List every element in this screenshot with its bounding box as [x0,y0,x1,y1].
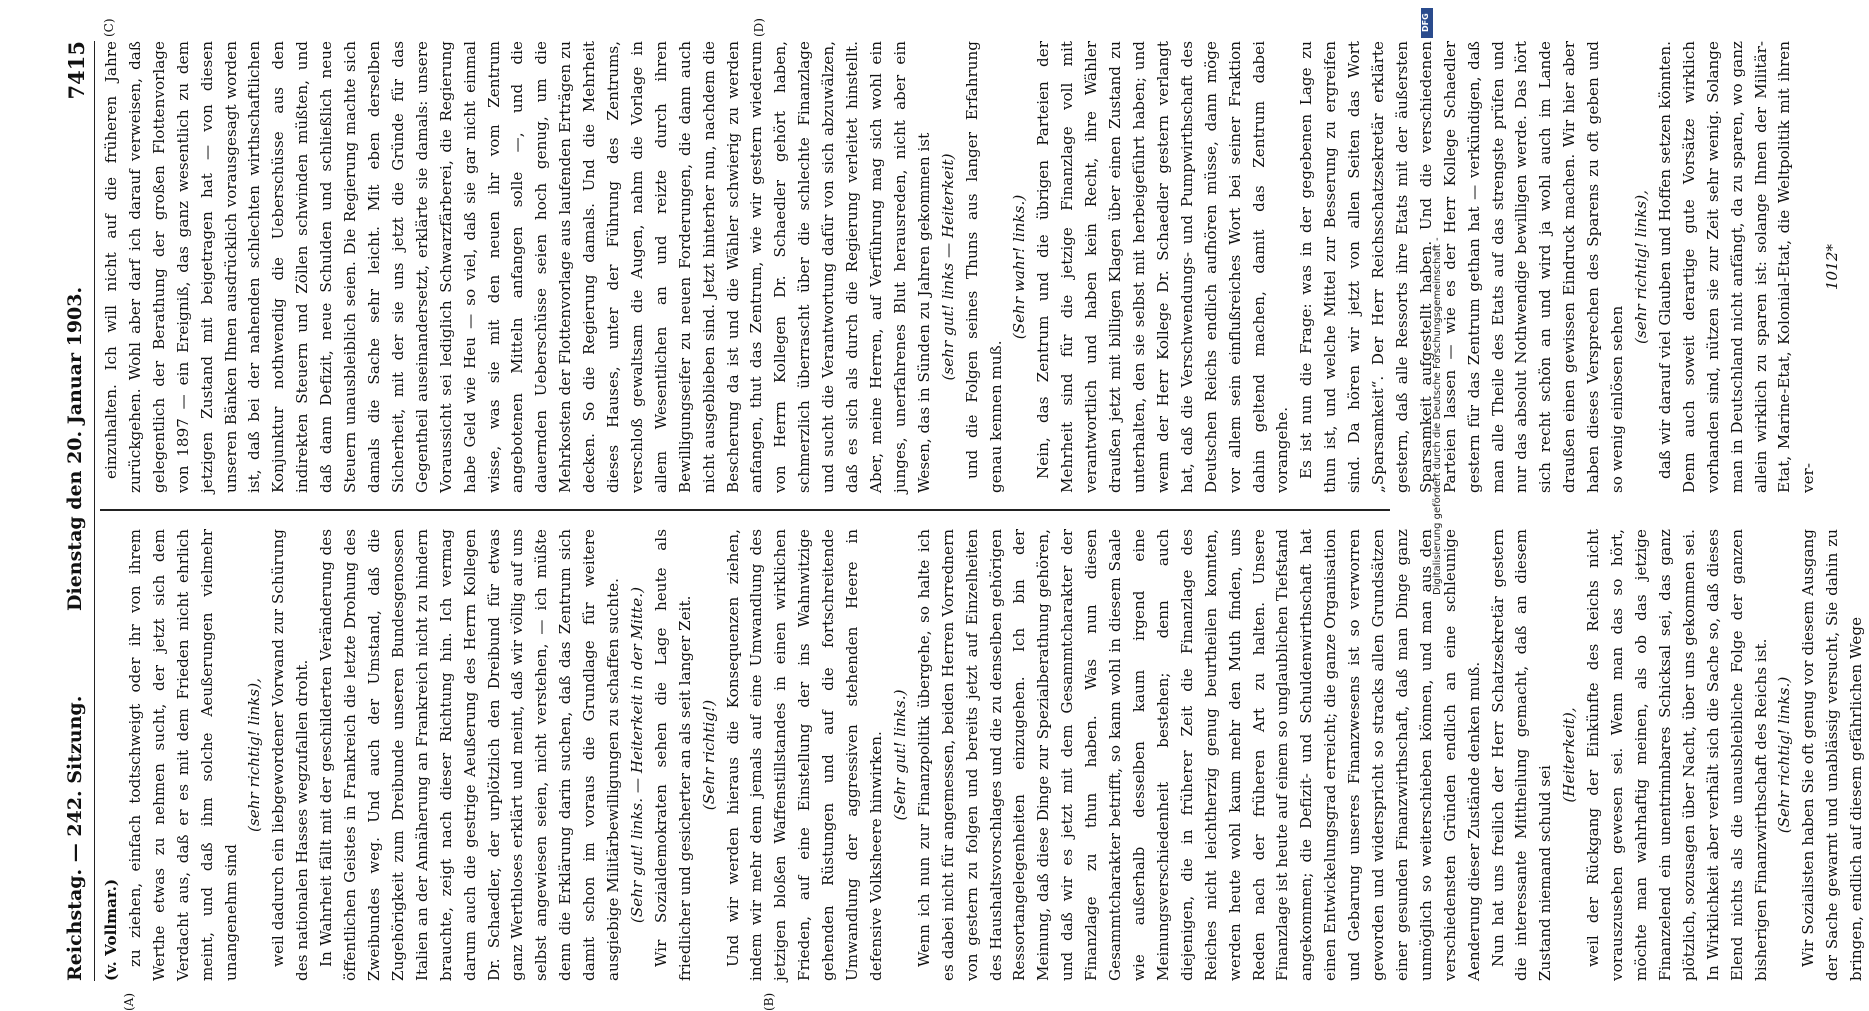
interjection: (sehr gut! links — Heiterkeit) [938,153,957,381]
continuation-signature: 1012* [1823,243,1842,291]
running-header [62,41,92,981]
interjection: (sehr richtig! links), [1632,190,1650,344]
header-left: Reichstag. — 242. Sitzung. [64,695,86,981]
paragraph: Nun hat uns freilich der Herr Schatzsekretär gestern die interessante Mittheilung gemacht, daß an diesem Zustand niemand schuld sei [1488,529,1555,981]
paragraph: Nein, das Zentrum und die übrigen Parteien der Mehrheit sind für die jetzige Finanzlage voll mit verantwortlich und haben kein Recht, ihre Wähler draußen jetzt mit billigen Klagen über einen Zustand zu unterhalten, den sie selbst mit herbeigeführt haben; und wenn der Herr Kollege Dr. Schaedler gestern verlangt hat, daß die Verschwendungs- und Pumpwirthschaft des Deutschen Reichs endlich aufhören müsse, dann möge vor allem sein einflußreiches Wort bei seiner Fraktion dahin geltend machen, damit das Zentrum dabei vorangehe. [1034,41,1292,493]
margin-marker-c: (C) [102,18,116,37]
paragraph: und die Folgen seines Thuns aus langer Erfahrung genau kennen muß. [962,41,1005,493]
interjection: (Heiterkeit), [1560,707,1579,803]
left-column [100,529,1866,981]
paragraph: weil dadurch ein liebgewordener Vorwand zur Schürung des nationalen Hasses wegzufallen droht. [269,529,312,981]
margin-marker-d: (D) [752,18,766,37]
paragraph: weil der Rückgang der Einkünfte des Reichs nicht vorauszusehen gewesen sei. Wenn man das so hört, möchte man wahrhaftig meinen, als ob das jetzige Finanzelend ein unentrinnbares Schicksal sei, das ganz plötzlich, sozusagen über Nacht, über uns gekommen sei. In Wirklichkeit aber verhält sich die Sache so, daß dieses Elend nichts als die unausbleibliche Folge der ganzen bisherigen Finanzwirthschaft des Reichs ist. [1584,529,1770,981]
funding-note: Digitalisierung gefördert durch die Deutsche Forschungsgemeinschaft - [1432,237,1443,595]
interjection: (Sehr gut! links. — Heiterkeit in der Mitte.) [627,586,646,924]
paragraph: Wenn ich nun zur Finanzpolitik übergehe, so halte ich es dabei nicht für angemessen, beiden Herren Vorrednern von gestern zu folgen und bereits jetzt auf Einzelheiten des Haushaltsvorschlages und die zu denselben gehörigen Ressortangelegenheiten einzugehen. Ich bin der Meinung, daß diese Dinge zur Spezialberathung gehören, und daß wir es jetzt mit dem Gesammtcharakter der Finanzlage zu thun haben. Was nun diesen Gesammtcharakter betrifft, so kann wohl in diesem Saale wie außerhalb desselben kaum irgend eine Meinungsverschiedenheit bestehen; denn auch diejenigen, die in früherer Zeit die Finanzlage des Reiches nicht leichtherzig genug beurtheilen konnten, werden heute wohl kaum mehr den Muth finden, uns Reden nach der früheren Art zu halten. Unsere Finanzlage ist heute auf einem so unglaublichen Tiefstand angekommen; die Defizit- und Schuldenwirthschaft hat einen Entwickelungsgrad erreicht; die ganze Organisation und Gebarung unseres Finanzwesens ist so verworren geworden und widerspricht so stracks allen Grundsätzen einer gesunden Finanzwirthschaft, daß man Dinge ganz unmöglich so weiterschieben können, und man aus den verschiedensten Gründen endlich an eine schleunige Aenderung dieser Zustände denken muß. [914,529,1483,981]
header-date: Dienstag den 20. Januar 1903. [64,286,86,611]
paragraph: Es ist nun die Frage: was in der gegebenen Lage zu thun ist, und welche Mittel zur Besserung zu ergreifen sind. Da hören wir jetzt von allen Seiten das Wort „Sparsamkeit“. Der Herr Reichsschatzsekretär erklärte gestern, daß alle Ressorts ihre Etats mit der äußersten Sparsamkeit aufgestellt haben. Und die verschiedenen Parteien lassen — wie es der Herr Kollege Schaedler gestern für das Zentrum gethan hat — verkündigen, daß man alle Theile des Etats auf das strengste prüfen und nur das absolut Nothwendige bewilligen werde. Das hört sich recht schön an und wird ja wohl auch im Lande draußen einen gewissen Eindruck machen. Wir hier aber haben dieses Versprechen des Sparens zu oft geben und so wenig einlösen sehen [1297,41,1627,493]
page-number: 7415 [64,41,89,100]
paragraph: einzuhalten. Ich will nicht auf die früheren Jahre zurückgehen. Wohl aber darf ich darauf verweisen, daß gelegentlich der Berathung der großen Flottenvorlage von 1897 — ein Ereigniß, das ganz wesentlich zu dem jetzigen Zustand mit beigetragen hat — von diesen unseren Bänken Ihnen ausdrücklich vorausgesagt worden ist, daß bei der nahenden schlechten wirthschaftlichen Konjunktur nothwendig die Ueberschüsse aus den indirekten Steuern und Zöllen schwinden müßten, und daß dann Defizit, neue Schulden und schließlich neue Steuern unausbleiblich seien. Die Regierung machte sich damals die Sache sehr leicht. Mit eben derselben Sicherheit, mit der sie uns jetzt die Gründe für das Gegentheil auseinandersetzt, erklärte sie damals: unsere Voraussicht sei lediglich Schwarzfärberei, die Regierung habe Geld wie Heu — so viel, daß sie gar nicht einmal wisse, was sie mit den neuen ihr vom Zentrum angebotenen Mitteln anfangen solle —, und die dauernden Ueberschüsse seien hoch genug, um die Mehrkosten der Flottenvorlage aus laufenden Erträgen zu decken. So die Regierung damals. Und die Mehrheit dieses Hauses, unter der Führung des Zentrums, verschloß gewaltsam die Augen, nahm die Vorlage in allem Wesentlichen an und reizte durch ihren Bewilligungseifer zu neuen Forderungen, die dann auch nicht ausgeblieben sind. Jetzt hinterher nun, nachdem die Bescherung da ist und die Wähler schwierig zu werden anfangen, thut das Zentrum, wie wir gestern wiederum von Herrn Kollegen Dr. Schaedler gehört haben, schmerzlich überrascht über die schlechte Finanzlage und sucht die Verantwortung dafür von sich abzuwälzen, daß es sich als durch die Regierung verleitet hinstellt. Aber, meine Herren, auf Verführung mag sich wohl ein junges, unerfahrenes Blut herausreden, nicht aber ein Wesen, das in Sünden zu Jahren gekommen ist [102,41,933,493]
paragraph: Wir Sozialisten haben Sie oft genug vor diesem Ausgang der Sache gewarnt und unablässig versucht, Sie dahin zu bringen, endlich auf diesem gefährlichen Wege [1799,529,1866,981]
interjection: (Sehr richtig! links.) [1775,676,1794,834]
interjection: (Sehr wahr! links.) [1010,194,1029,340]
paragraph: Wir Sozialdemokraten sehen die Lage heute als friedlicher und gesicherter an als seit langer Zeit. [651,529,694,981]
paragraph: zu ziehen, einfach todtschweigt oder ihr von ihrem Werthe etwas zu nehmen sucht, der jetzt sich dem Verdacht aus, daß er es mit dem Frieden nicht ehrlich meint, und daß ihm solche Aeußerungen vielmehr unangenehm sind [125,529,240,981]
dfg-logo: DFG [1421,8,1433,38]
speaker-name: (v. Vollmar.) [102,878,120,981]
interjection: (Sehr richtig!) [699,699,718,811]
paragraph: daß wir darauf viel Glauben und Hoffen setzen könnten. Denn auch soweit derartige gute Vorsätze wirklich vorhanden sind, nützen sie zur Zeit sehr wenig. Solange man in Deutschland nicht anfängt, da zu sparen, wo ganz allein wirklich zu sparen ist: solange Ihnen der Militär-Etat, Marine-Etat, Kolonial-Etat, die Weltpolitik mit ihren ver- [1655,41,1818,493]
margin-marker-a: (A) [122,992,136,1011]
interjection: (Sehr gut! links.) [890,689,909,821]
paragraph: In Wahrheit fällt mit der geschilderten Veränderung des öffentlichen Geistes in Frankreich die letzte Drohung des Zweibundes weg. Und auch der Umstand, daß die Zugehörigkeit zum Dreibunde unseren Bundesgenossen Italien an der Annäherung an Frankreich nicht zu hindern brauchte, zeigt nach dieser Richtung hin. Ich vermag darum auch die gestrige Aeußerung des Herrn Kollegen Dr. Schaedler, der urplötzlich den Dreibund für etwas ganz Werthloses erklärt und meint, daß wir völlig auf uns selbst angewiesen seien, nicht verstehen, — ich müßte denn die Erklärung darin suchen, daß das Zentrum sich damit schon im voraus die Grundlage für weitere ausgiebige Militärbewilligungen zu schaffen suchte. [317,529,623,981]
column-divider [100,509,1390,511]
margin-note [1418,10,1443,990]
header-rule [94,41,95,981]
margin-marker-b: (B) [762,992,776,1011]
paragraph: Und wir werden hieraus die Konsequenzen ziehen, indem wir mehr denn jemals auf eine Umwandlung des jetzigen bloßen Waffenstillstandes in einen wirklichen Frieden, auf eine Einstellung der ins Wahnwitzige gehenden Rüstungen und auf die fortschreitende Umwandlung der aggressiven stehenden Heere in defensive Volksheere hinwirken. [723,529,885,981]
interjection: (sehr richtig! links), [245,678,264,832]
